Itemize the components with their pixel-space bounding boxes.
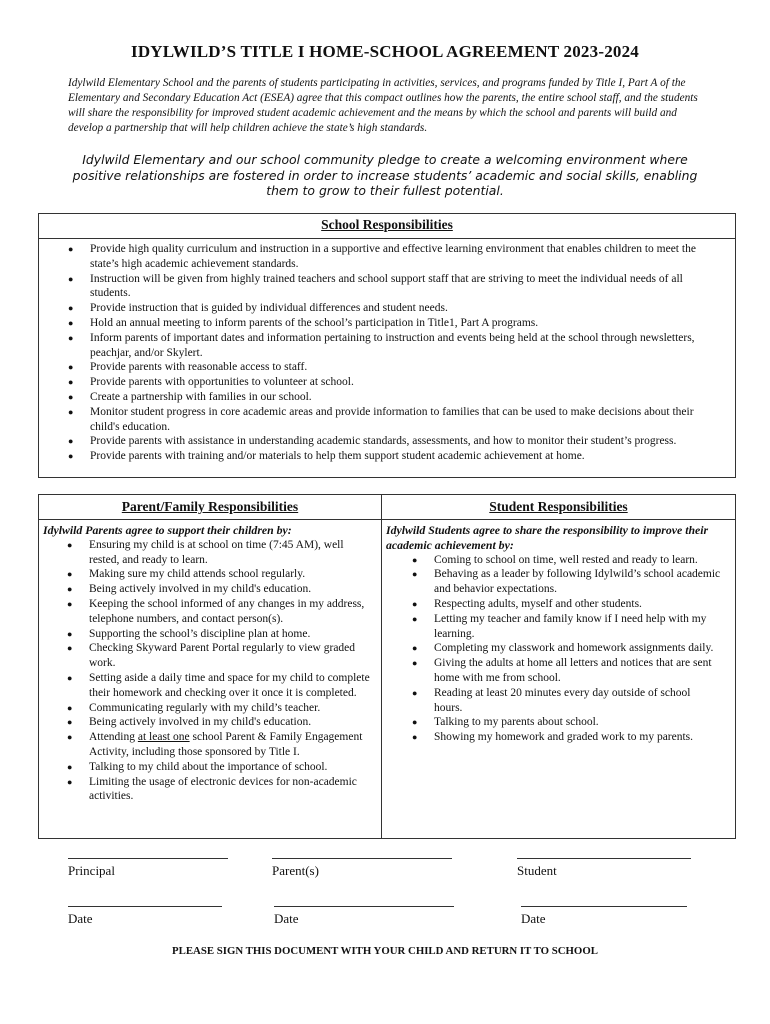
list-item: ● Limiting the usage of electronic devices for non-academic activities. bbox=[89, 775, 373, 805]
list-item: ● Checking Skyward Parent Portal regularly to view graded work. bbox=[89, 641, 373, 671]
student-responsibilities-column bbox=[382, 495, 735, 838]
underlined-text: at least one bbox=[137, 731, 190, 744]
parent-signature-line[interactable]: Parent(s) bbox=[272, 858, 452, 879]
parent-responsibilities-list bbox=[39, 538, 381, 804]
footer-instruction: PLEASE SIGN THIS DOCUMENT WITH YOUR CHILD AND RETURN IT TO SCHOOL bbox=[172, 945, 598, 957]
student-lead-text: Idylwild Students agree to share the responsibility to improve their academic achievement by: bbox=[386, 523, 709, 552]
list-item: ● Provide instruction that is guided by individual differences and student needs. bbox=[90, 301, 725, 316]
list-item: ● Create a partnership with families in our school. bbox=[90, 390, 725, 405]
list-item: ● Keeping the school informed of any changes in my address, telephone numbers, and contact person(s). bbox=[89, 597, 373, 627]
list-item: ● Talking to my child about the importance of school. bbox=[89, 760, 373, 775]
list-item: ● Attending at least one school Parent & Family Engagement Activity, including those sponsored by Title I. bbox=[89, 730, 373, 760]
parent-responsibilities-column bbox=[39, 495, 382, 838]
student-responsibilities-list bbox=[382, 553, 735, 745]
school-responsibilities-box bbox=[38, 213, 736, 478]
intro-paragraph: Idylwild Elementary School and the parents of students participating in activities, services, and programs funded by Title I, Part A of the Elementary and Secondary Education Act (ESEA) agree that this compact outlines how the parents, the entire school staff, and the students will share the responsibility for improved student academic achievement and the means by which the school and parents will build and develop a partnership that will help children achieve the state’s high standards. bbox=[68, 77, 698, 134]
school-responsibilities-list bbox=[39, 239, 735, 464]
list-item: ● Provide parents with opportunities to volunteer at school. bbox=[90, 375, 725, 390]
list-item: ● Setting aside a daily time and space for my child to complete their homework and checking over it once it is completed. bbox=[89, 671, 373, 701]
student-responsibilities-heading: Student Responsibilities bbox=[382, 495, 735, 520]
list-item: ● Provide parents with reasonable access to staff. bbox=[90, 360, 725, 375]
list-item: ● Letting my teacher and family know if I need help with my learning. bbox=[434, 612, 721, 642]
responsibilities-table bbox=[38, 494, 736, 839]
list-item: ● Supporting the school’s discipline plan at home. bbox=[89, 627, 373, 642]
student-signature-line[interactable]: Student bbox=[517, 858, 691, 879]
list-item: ● Behaving as a leader by following Idylwild’s school academic and behavior expectations. bbox=[434, 567, 721, 597]
list-item: ● Instruction will be given from highly trained teachers and school support staff that are striving to meet the individual needs of all students. bbox=[90, 272, 725, 302]
list-item: ● Making sure my child attends school regularly. bbox=[89, 567, 373, 582]
list-item: ● Communicating regularly with my child’s teacher. bbox=[89, 701, 373, 716]
list-item: ● Completing my classwork and homework assignments daily. bbox=[434, 641, 721, 656]
student-date-line[interactable]: Date bbox=[521, 906, 687, 927]
document-title: IDYLWILD’S TITLE I HOME-SCHOOL AGREEMENT 2023-2024 bbox=[131, 42, 639, 61]
list-item: ● Ensuring my child is at school on time (7:45 AM), well rested, and ready to learn. bbox=[89, 538, 373, 568]
list-item: ● Being actively involved in my child's education. bbox=[89, 715, 373, 730]
pledge-statement: Idylwild Elementary and our school community pledge to create a welcoming environment where positive relationships are fostered in order to increase students’ academic and social skills, enabling them to grow to their fullest potential. bbox=[72, 152, 698, 198]
parent-lead-text: Idylwild Parents agree to support their children by: bbox=[43, 523, 292, 537]
list-item: ● Provide parents with assistance in understanding academic standards, assessments, and how to monitor their student’s progress. bbox=[90, 434, 725, 449]
list-item: ● Provide parents with training and/or materials to help them support student academic achievement at home. bbox=[90, 449, 725, 464]
school-responsibilities-heading: School Responsibilities bbox=[39, 214, 735, 239]
parent-responsibilities-heading: Parent/Family Responsibilities bbox=[39, 495, 381, 520]
list-item: ● Giving the adults at home all letters and notices that are sent home with me from school. bbox=[434, 656, 721, 686]
list-item: ● Hold an annual meeting to inform parents of the school’s participation in Title1, Part A programs. bbox=[90, 316, 725, 331]
list-item: ● Reading at least 20 minutes every day outside of school hours. bbox=[434, 686, 721, 716]
list-item: ● Monitor student progress in core academic areas and provide information to families that can be used to make decisions about their child's education. bbox=[90, 405, 725, 435]
principal-date-line[interactable]: Date bbox=[68, 906, 222, 927]
list-item: ● Showing my homework and graded work to my parents. bbox=[434, 730, 721, 745]
parent-date-line[interactable]: Date bbox=[274, 906, 454, 927]
list-item: ● Coming to school on time, well rested and ready to learn. bbox=[434, 553, 721, 568]
list-item: ● Provide high quality curriculum and instruction in a supportive and effective learning environment that enables children to meet the state’s high academic achievement standards. bbox=[90, 242, 725, 272]
principal-signature-line[interactable]: Principal bbox=[68, 858, 228, 879]
list-item: ● Being actively involved in my child's education. bbox=[89, 582, 373, 597]
list-item: ● Respecting adults, myself and other students. bbox=[434, 597, 721, 612]
list-item: ● Talking to my parents about school. bbox=[434, 715, 721, 730]
list-item: ● Inform parents of important dates and information pertaining to instruction and events being held at the school through newsletters, peachjar, and/or Skylert. bbox=[90, 331, 725, 361]
